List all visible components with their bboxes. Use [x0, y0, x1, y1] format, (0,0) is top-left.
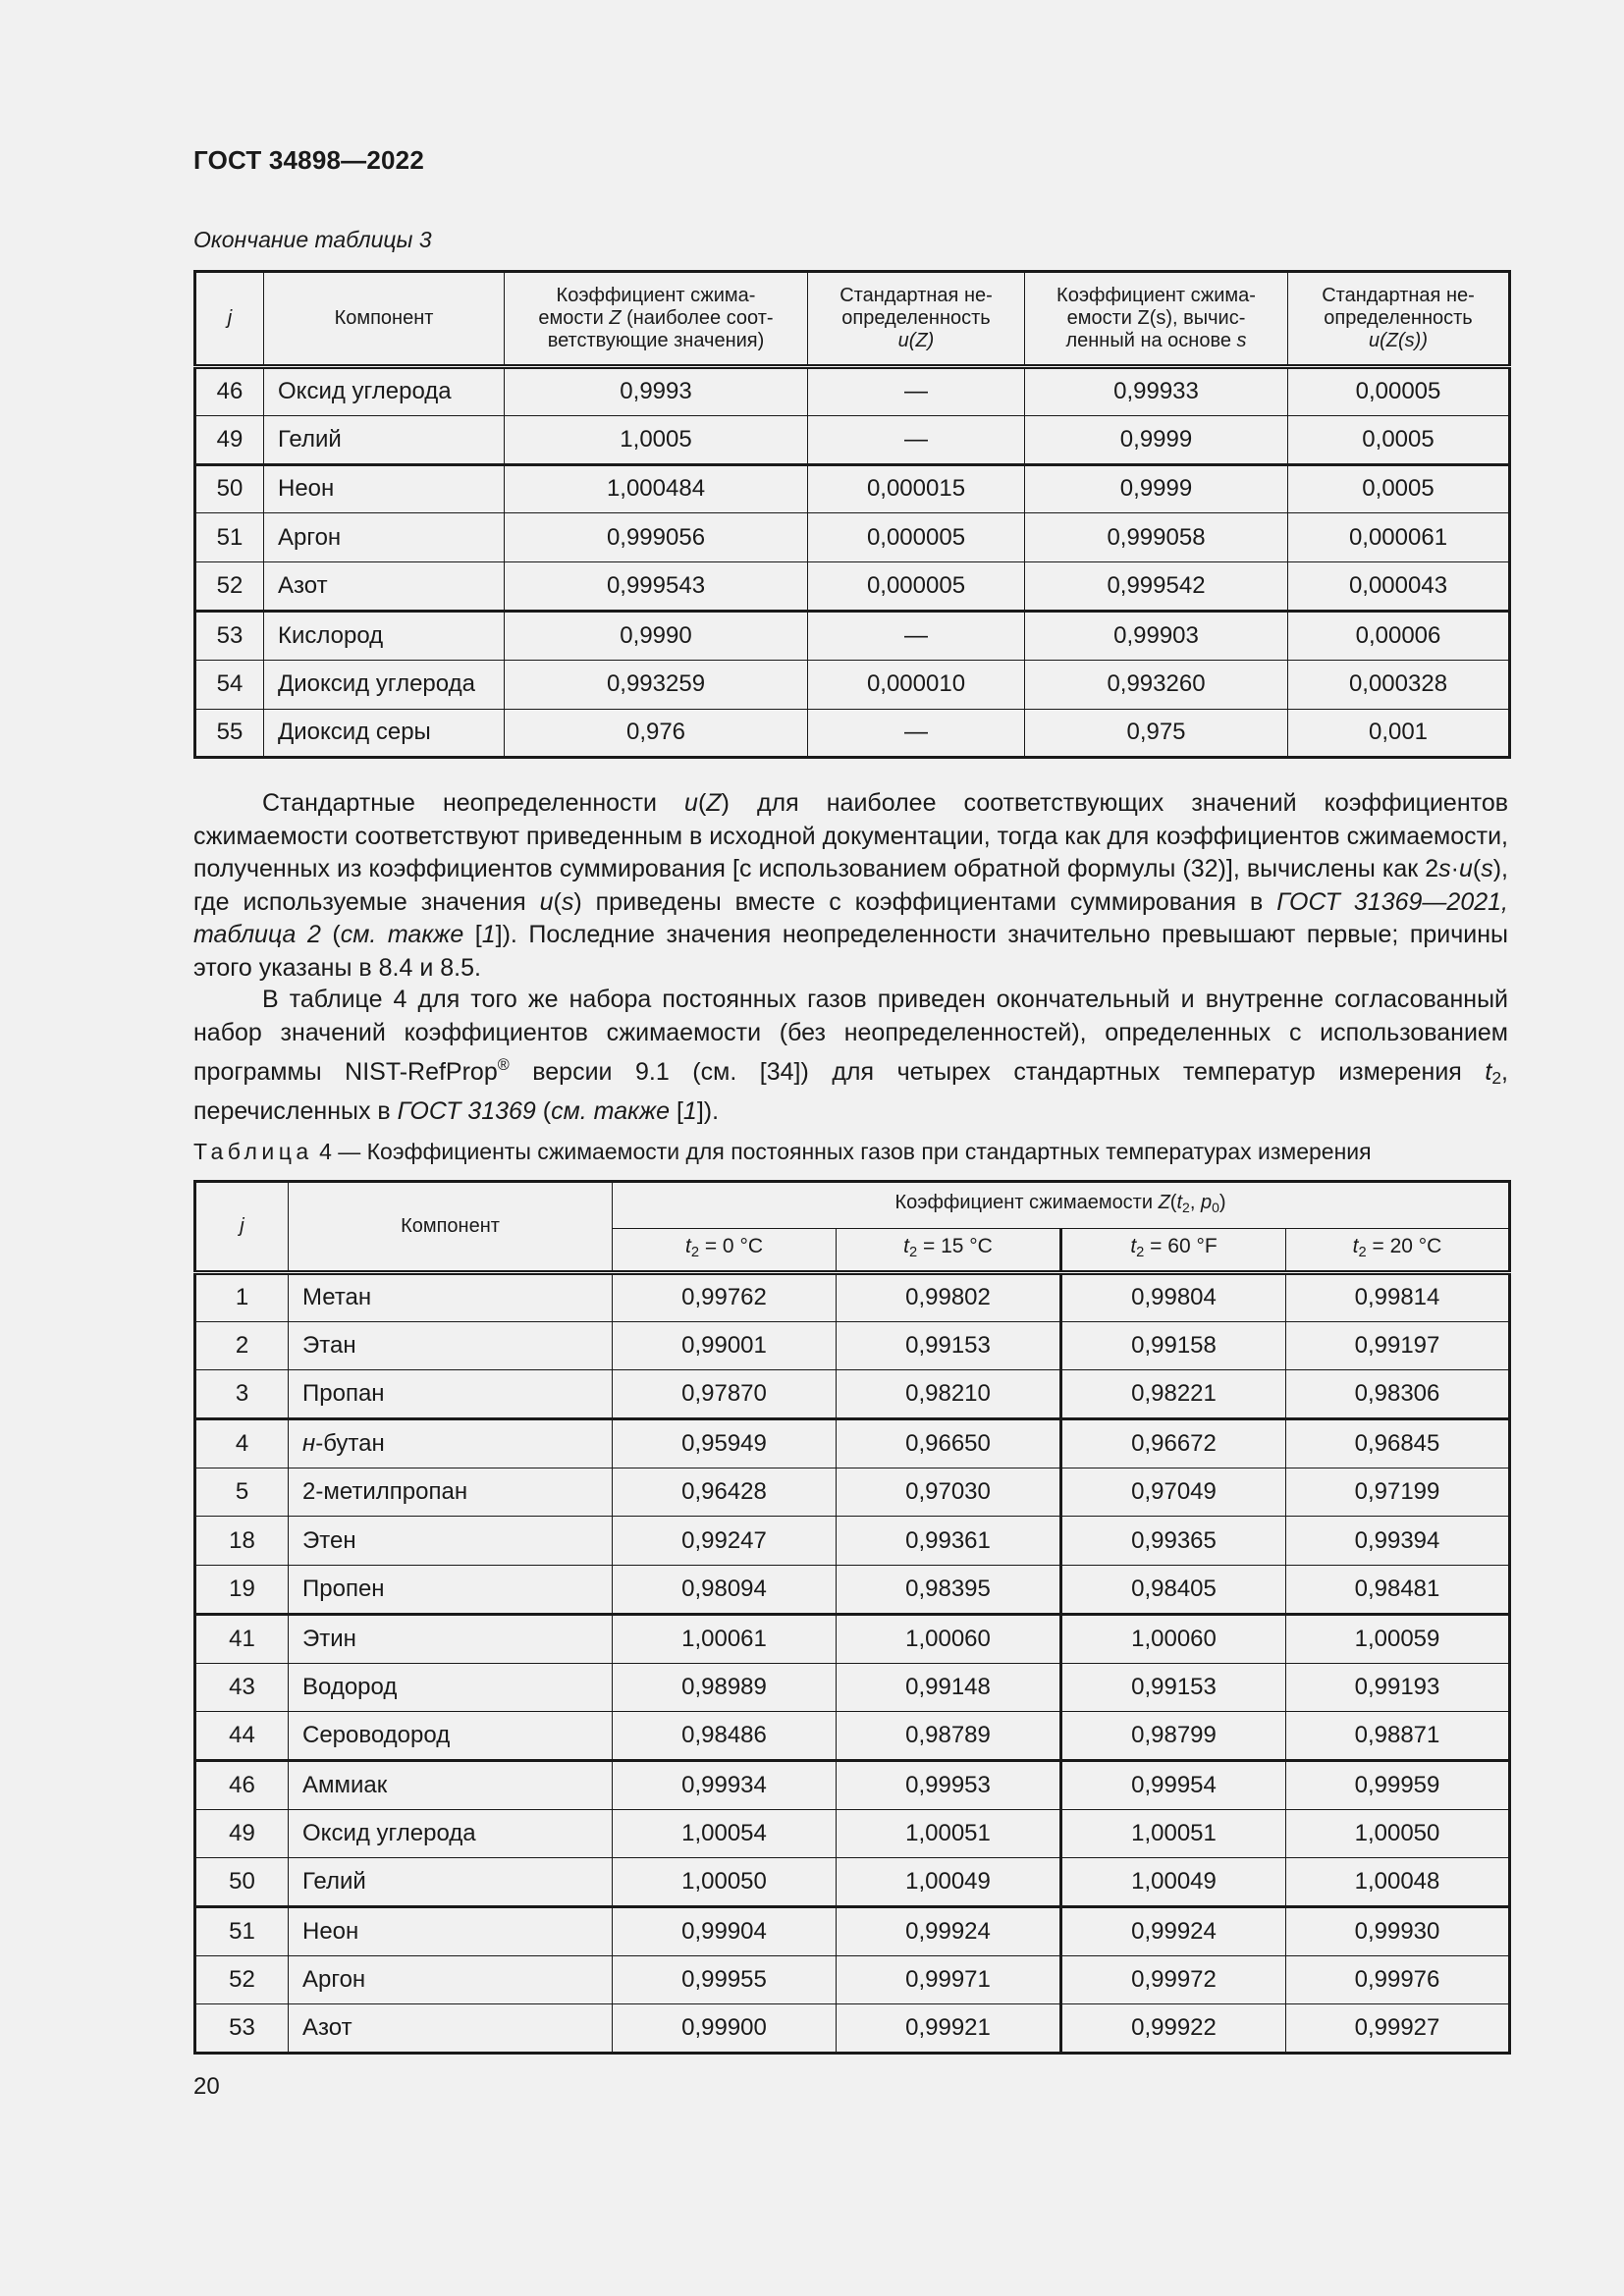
value-cell: 0,98871: [1286, 1712, 1510, 1761]
table3-caption: Окончание таблицы 3: [193, 227, 432, 252]
table-row: [195, 1273, 1510, 1322]
row-index: 41: [195, 1614, 289, 1663]
value-cell: 0,993260: [1025, 660, 1288, 709]
table4-col-t15: $t_2 = 15$ °C: [837, 1229, 1061, 1273]
value-cell: 1,00050: [1286, 1809, 1510, 1858]
table-3: [193, 270, 1511, 759]
table-row: [195, 464, 1510, 513]
value-cell: 0,99762: [613, 1273, 837, 1322]
row-index: 53: [195, 2004, 289, 2054]
row-index: 44: [195, 1712, 289, 1761]
value-cell: 0,98799: [1061, 1712, 1286, 1761]
value-cell: 0,99972: [1061, 1955, 1286, 2004]
value-cell: 1,00061: [613, 1614, 837, 1663]
value-cell: 0,99933: [1025, 367, 1288, 416]
row-index: 1: [195, 1273, 289, 1322]
component-name: Азот: [264, 562, 505, 612]
table4-col-t20: $t_2 = 20$ °C: [1286, 1229, 1510, 1273]
table-row: [195, 415, 1510, 464]
value-cell: 0,99927: [1286, 2004, 1510, 2054]
component-name: Аргон: [264, 513, 505, 562]
value-cell: 0,99954: [1061, 1760, 1286, 1809]
value-cell: 0,98395: [837, 1566, 1061, 1615]
value-cell: 0,000005: [808, 562, 1025, 612]
row-index: 52: [195, 562, 264, 612]
row-index: 53: [195, 611, 264, 660]
paragraph-table4-intro: В таблице 4 для того же набора постоянных газов приведен окончательный и внутренне согласованный набор значений коэффициентов сжимаемости (без неопределенностей), определенных с использованием программы NIST-RefProp® версии 9.1 (см. [34]) для четырех стандартных температур измерения $t_2$, перечисленных в ГОСТ 31369 (см. также [1]).: [193, 986, 1508, 1125]
value-cell: 0,98094: [613, 1566, 837, 1615]
value-cell: 0,96845: [1286, 1419, 1510, 1468]
table-row: [195, 1955, 1510, 2004]
value-cell: 1,00051: [837, 1809, 1061, 1858]
table-row: [195, 660, 1510, 709]
table-row: [195, 709, 1510, 758]
value-cell: 0,98486: [613, 1712, 837, 1761]
value-cell: 0,99921: [837, 2004, 1061, 2054]
component-name: Этен: [289, 1517, 613, 1566]
value-cell: 0,98306: [1286, 1370, 1510, 1419]
value-cell: 0,99930: [1286, 1906, 1510, 1955]
row-index: 50: [195, 464, 264, 513]
value-cell: 0,96650: [837, 1419, 1061, 1468]
table-row: [195, 513, 1510, 562]
value-cell: 0,99365: [1061, 1517, 1286, 1566]
component-name: Сероводород: [289, 1712, 613, 1761]
component-name: Оксид углерода: [264, 367, 505, 416]
value-cell: 0,99148: [837, 1663, 1061, 1712]
value-cell: 0,99922: [1061, 2004, 1286, 2054]
table3-col-uzs: Стандартная не- определенность u(Z(s)): [1288, 272, 1510, 367]
value-cell: 0,98210: [837, 1370, 1061, 1419]
value-cell: 0,000010: [808, 660, 1025, 709]
value-cell: 0,97870: [613, 1370, 837, 1419]
table3-col-j: j: [195, 272, 264, 367]
table-row: [195, 1760, 1510, 1809]
value-cell: 0,976: [505, 709, 808, 758]
table-row: [195, 1517, 1510, 1566]
table4-col-j: j: [195, 1182, 289, 1273]
value-cell: 0,99193: [1286, 1663, 1510, 1712]
value-cell: 0,001: [1288, 709, 1510, 758]
value-cell: 1,00049: [1061, 1858, 1286, 1907]
reference-gost-31369: ГОСТ 31369: [397, 1096, 536, 1125]
value-cell: 0,00006: [1288, 611, 1510, 660]
value-cell: 0,00005: [1288, 367, 1510, 416]
table-row: [195, 1809, 1510, 1858]
value-cell: 0,9990: [505, 611, 808, 660]
component-name: Аммиак: [289, 1760, 613, 1809]
value-cell: 1,00050: [613, 1858, 837, 1907]
value-cell: 0,97199: [1286, 1468, 1510, 1517]
table-row: [195, 1858, 1510, 1907]
value-cell: 1,00060: [1061, 1614, 1286, 1663]
component-name: Пропан: [289, 1370, 613, 1419]
value-cell: 0,99934: [613, 1760, 837, 1809]
row-index: 46: [195, 1760, 289, 1809]
row-index: 51: [195, 1906, 289, 1955]
value-cell: 0,99924: [1061, 1906, 1286, 1955]
table-4: [193, 1180, 1511, 2055]
value-cell: 0,99394: [1286, 1517, 1510, 1566]
table3-col-component: Компонент: [264, 272, 505, 367]
value-cell: 0,99361: [837, 1517, 1061, 1566]
row-index: 50: [195, 1858, 289, 1907]
document-header: ГОСТ 34898—2022: [193, 145, 424, 175]
value-cell: 0,96428: [613, 1468, 837, 1517]
component-name: Метан: [289, 1273, 613, 1322]
reference-gost-31369-2021: ГОСТ 31369—2021, таблица 2: [193, 887, 1508, 948]
value-cell: 0,99955: [613, 1955, 837, 2004]
value-cell: 0,98405: [1061, 1566, 1286, 1615]
value-cell: 0,99158: [1061, 1321, 1286, 1370]
component-name: Оксид углерода: [289, 1809, 613, 1858]
value-cell: 0,99971: [837, 1955, 1061, 2004]
value-cell: 0,99953: [837, 1760, 1061, 1809]
component-name: 2-метилпропан: [289, 1468, 613, 1517]
value-cell: 1,00060: [837, 1614, 1061, 1663]
value-cell: 0,99804: [1061, 1273, 1286, 1322]
value-cell: 0,96672: [1061, 1419, 1286, 1468]
value-cell: 1,0005: [505, 415, 808, 464]
value-cell: 0,975: [1025, 709, 1288, 758]
table4-caption: Таблица 4 — Коэффициенты сжимаемости для постоянных газов при стандартных температурах измерения: [193, 1139, 1372, 1164]
row-index: 54: [195, 660, 264, 709]
component-name: Кислород: [264, 611, 505, 660]
table-row: [195, 2004, 1510, 2054]
value-cell: 0,000328: [1288, 660, 1510, 709]
value-cell: 0,99001: [613, 1321, 837, 1370]
component-name: Водород: [289, 1663, 613, 1712]
value-cell: 0,000005: [808, 513, 1025, 562]
table3-col-z: Коэффициент сжима- емости Z (наиболее соот- ветствующие значения): [505, 272, 808, 367]
component-name: Этин: [289, 1614, 613, 1663]
value-cell: 0,97030: [837, 1468, 1061, 1517]
table-row: [195, 1906, 1510, 1955]
value-cell: 1,00051: [1061, 1809, 1286, 1858]
value-cell: —: [808, 611, 1025, 660]
table4-header-row-1: [195, 1182, 1510, 1229]
component-name: Азот: [289, 2004, 613, 2054]
value-cell: —: [808, 367, 1025, 416]
row-index: 49: [195, 415, 264, 464]
value-cell: 1,00059: [1286, 1614, 1510, 1663]
page-number: 20: [193, 2073, 220, 2100]
value-cell: 0,99197: [1286, 1321, 1510, 1370]
table3-col-uz: Стандартная не- определенность u(Z): [808, 272, 1025, 367]
table-row: [195, 1321, 1510, 1370]
value-cell: 0,99802: [837, 1273, 1061, 1322]
value-cell: 1,00048: [1286, 1858, 1510, 1907]
component-name: Гелий: [264, 415, 505, 464]
value-cell: 0,0005: [1288, 415, 1510, 464]
row-index: 5: [195, 1468, 289, 1517]
value-cell: 0,98989: [613, 1663, 837, 1712]
component-name: Диоксид серы: [264, 709, 505, 758]
value-cell: 0,97049: [1061, 1468, 1286, 1517]
row-index: 51: [195, 513, 264, 562]
value-cell: 0,98221: [1061, 1370, 1286, 1419]
value-cell: 0,99900: [613, 2004, 837, 2054]
value-cell: 0,98481: [1286, 1566, 1510, 1615]
value-cell: 1,00049: [837, 1858, 1061, 1907]
table-row: [195, 1566, 1510, 1615]
value-cell: 0,95949: [613, 1419, 837, 1468]
value-cell: 1,00054: [613, 1809, 837, 1858]
value-cell: 0,99903: [1025, 611, 1288, 660]
value-cell: 0,993259: [505, 660, 808, 709]
paragraph-uncertainty: Стандартные неопределенности u(Z) для наиболее соответствующих значений коэффициентов сжимаемости соответствуют приведенным в исходной документации, тогда как для коэффициентов сжимаемости, полученных из коэффициентов суммирования [с использованием обратной формулы (32)], вычислены как 2s·u(s), где используемые значения u(s) приведены вместе с коэффициентами суммирования в ГОСТ 31369—2021, таблица 2 (см. также [1]). Последние значения неопределенности значительно превышают первые; причины этого указаны в 8.4 и 8.5.: [193, 789, 1509, 982]
table4-col-t0: $t_2 = 0$ °C: [613, 1229, 837, 1273]
component-name: Этан: [289, 1321, 613, 1370]
row-index: 19: [195, 1566, 289, 1615]
component-name: Гелий: [289, 1858, 613, 1907]
table3-col-zs: Коэффициент сжима- емости Z(s), вычис- ленный на основе s: [1025, 272, 1288, 367]
value-cell: 0,99247: [613, 1517, 837, 1566]
table-row: [195, 1419, 1510, 1468]
value-cell: 0,99904: [613, 1906, 837, 1955]
component-name: Неон: [264, 464, 505, 513]
value-cell: 0,0005: [1288, 464, 1510, 513]
component-name: Аргон: [289, 1955, 613, 2004]
table3-header-row: [195, 272, 1510, 367]
row-index: 2: [195, 1321, 289, 1370]
value-cell: 0,999543: [505, 562, 808, 612]
table4-col-group-z: Коэффициент сжимаемости $Z(t_2$, $p_0$): [613, 1182, 1510, 1229]
row-index: 4: [195, 1419, 289, 1468]
value-cell: 0,999056: [505, 513, 808, 562]
value-cell: 0,99153: [1061, 1663, 1286, 1712]
value-cell: 0,9993: [505, 367, 808, 416]
value-cell: 0,98789: [837, 1712, 1061, 1761]
value-cell: 0,99814: [1286, 1273, 1510, 1322]
value-cell: 0,99959: [1286, 1760, 1510, 1809]
value-cell: 0,000061: [1288, 513, 1510, 562]
value-cell: 1,000484: [505, 464, 808, 513]
component-name: н-бутан: [289, 1419, 613, 1468]
row-index: 55: [195, 709, 264, 758]
table-row: [195, 1370, 1510, 1419]
value-cell: —: [808, 709, 1025, 758]
row-index: 18: [195, 1517, 289, 1566]
value-cell: 0,9999: [1025, 415, 1288, 464]
table-row: [195, 611, 1510, 660]
table4-col-component: Компонент: [289, 1182, 613, 1273]
table-row: [195, 562, 1510, 612]
table-row: [195, 1468, 1510, 1517]
table-row: [195, 1614, 1510, 1663]
value-cell: 0,99153: [837, 1321, 1061, 1370]
value-cell: 0,999542: [1025, 562, 1288, 612]
row-index: 46: [195, 367, 264, 416]
table-row: [195, 1663, 1510, 1712]
value-cell: —: [808, 415, 1025, 464]
value-cell: 0,99976: [1286, 1955, 1510, 2004]
value-cell: 0,000015: [808, 464, 1025, 513]
table4-col-t60f: $t_2 = 60$ °F: [1061, 1229, 1286, 1273]
value-cell: 0,9999: [1025, 464, 1288, 513]
table-row: [195, 367, 1510, 416]
value-cell: 0,99924: [837, 1906, 1061, 1955]
component-name: Диоксид углерода: [264, 660, 505, 709]
row-index: 49: [195, 1809, 289, 1858]
value-cell: 0,999058: [1025, 513, 1288, 562]
table-row: [195, 1712, 1510, 1761]
component-name: Неон: [289, 1906, 613, 1955]
value-cell: 0,000043: [1288, 562, 1510, 612]
row-index: 52: [195, 1955, 289, 2004]
component-name: Пропен: [289, 1566, 613, 1615]
row-index: 43: [195, 1663, 289, 1712]
row-index: 3: [195, 1370, 289, 1419]
